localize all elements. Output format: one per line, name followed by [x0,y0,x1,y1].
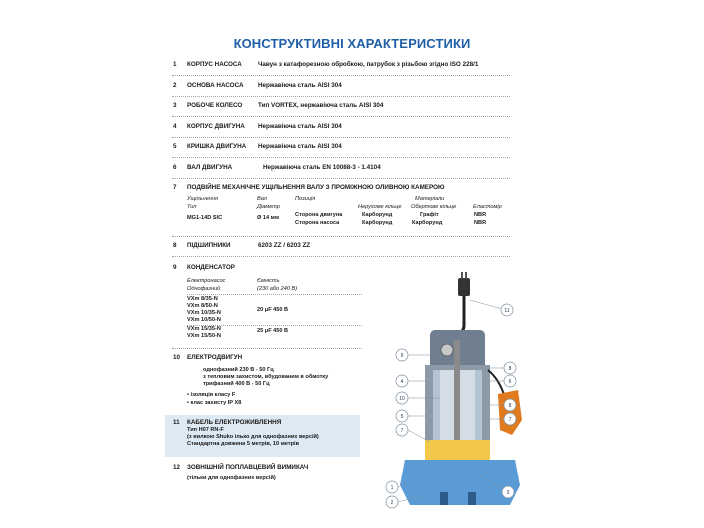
seal-fixed-2: Карборунд [362,220,393,226]
model-2: VXm 8/50-N [187,303,218,309]
callout-11-text: 11 [504,308,510,314]
float-line-1: (тільки для однофазних версій) [187,475,276,481]
callout-2-text: 2 [390,500,394,506]
divider [172,75,510,76]
row-value: Тип VORTEX, нержавіюча сталь AISI 304 [258,102,384,109]
model-4: VXm 10/50-N [187,317,221,323]
divider [172,236,510,237]
divider [172,256,510,257]
col-header-single-phase: Однофазний [187,286,221,292]
col-header-pump: Електронасос [187,278,226,284]
pump-body [400,460,520,505]
motor-bullet-2: • клас захисту IP X8 [187,400,242,406]
seal-position-1: Сторона двигуна [295,212,343,218]
row-value: Нержавіюча сталь AISI 304 [258,82,342,89]
row-number: 3 [173,102,177,109]
model-3: VXm 10/35-N [187,310,221,316]
row-label: РОБОЧЕ КОЛЕСО [187,102,243,109]
row-number: 9 [173,264,177,271]
capacity-group-1: 20 μF 450 В [257,307,289,313]
callout-4-text: 4 [400,379,404,385]
capacity-group-2: 25 μF 450 В [257,328,289,334]
motor-line-1: однофазний 230 В - 50 Гц [203,367,274,373]
row-value: Чавун з катафорезною обробкою, патрубок з різьбою згідно ISO 228/1 [258,61,479,68]
divider [172,157,510,158]
row-number: 10 [173,354,181,361]
col-header-elastomer: Еластомір [473,204,502,210]
row-number: 1 [173,61,177,68]
row-label: КРИШКА ДВИГУНА [187,143,247,150]
row-number: 6 [173,164,177,171]
callout-8-bottom-text: 8 [508,403,512,409]
row-number: 5 [173,143,177,150]
row-label: КОРПУС НАСОСА [187,61,242,68]
row-label: ОСНОВА НАСОСА [187,82,244,89]
row-label: КОРПУС ДВИГУНА [187,123,245,130]
inlet-arrow-right [468,492,476,505]
cable-line-2: (з вилкою Shuko ілько для однофазних версій) [187,434,319,440]
col-header-voltage: (230 або 240 В) [257,286,298,292]
cable-line-3: Стандартна довжина 5 метрів, 10 метрів [187,441,300,447]
row-label: ПОДВІЙНЕ МЕХАНІЧНЕ УЩІЛЬНЕННЯ ВАЛУ З ПРОМІЖНОЮ ОЛИВНОЮ КАМЕРОЮ [187,184,445,191]
row-value: 6203 ZZ / 6203 ZZ [258,242,311,249]
callout-8-top-text: 8 [508,366,512,372]
inlet-arrow-left [440,492,448,505]
col-header-type: Тип [187,204,197,210]
row-label: КАБЕЛЬ ЕЛЕКТРОЖИВЛЕННЯ [187,419,282,426]
col-header-shaft: Вал [257,196,267,202]
callout-3-text: 3 [506,490,510,496]
row-number: 12 [173,464,181,471]
row-label: ПІДШИПНИКИ [187,242,231,249]
divider [172,96,510,97]
seal-elastomer-1: NBR [474,212,487,218]
callout-7-left-text: 7 [400,428,404,434]
seal-rotating-2: Карборунд [412,220,443,226]
seal-diameter: Ø 14 мм [257,215,279,221]
col-header-seal: Ущільнення [187,196,218,202]
oil-chamber [425,440,490,462]
row-label: ВАЛ ДВИГУНА [187,164,233,171]
spec-row-7 [165,184,520,234]
seal-elastomer-2: NBR [474,220,487,226]
callout-10-text: 10 [399,396,405,402]
row-label: ЕЛЕКТРОДВИГУН [187,354,243,361]
model-5: VXm 15/35-N [187,326,221,332]
row-value: Нержавіюча сталь AISI 304 [258,143,342,150]
motor-line-2: з тепловим захистом, вбудованим в обмотку [203,374,329,380]
row-label: КОНДЕНСАТОР [187,264,235,271]
callout-1-text: 1 [390,485,394,491]
pump-cutaway-diagram [380,270,540,515]
power-plug-icon [458,272,470,296]
col-header-position: Позиція [295,196,316,202]
divider [172,137,510,138]
seal-fixed-1: Карборунд [362,212,393,218]
divider [187,294,362,295]
col-header-materials: Матеріали [415,196,445,202]
row-number: 2 [173,82,177,89]
page-title: КОНСТРУКТИВНІ ХАРАКТЕРИСТИКИ [233,36,471,51]
row-value: Нержавіюча сталь AISI 304 [258,123,342,130]
row-number: 7 [173,184,177,191]
seal-position-2: Сторона насоса [295,220,340,226]
callout-6-text: 6 [508,379,512,385]
motor-line-3: трифазний 400 В - 50 Гц [203,381,270,387]
col-header-rotating-ring: Обертове кільце [411,204,457,210]
cable-line-1: Тип H07 RN-F [187,427,224,433]
float-switch [498,390,522,435]
callout-9-text: 9 [400,353,404,359]
divider [172,348,362,349]
row-number: 8 [173,242,177,249]
motor-bullet-1: • ізоляція класу F [187,392,236,398]
row-number: 11 [173,419,180,426]
model-6: VXm 15/50-N [187,333,221,339]
row-number: 4 [173,123,177,130]
col-header-diameter: Діаметр [257,204,280,210]
callout-5-text: 5 [400,414,404,420]
model-1: VXm 8/35-N [187,296,218,302]
seal-rotating-1: Графіт [420,212,439,218]
seal-type: MG1-14D SIC [187,215,223,221]
col-header-fixed-ring: Нерухоме кільце [358,204,402,210]
row-value: Нержавіюча сталь EN 10088-3 - 1.4104 [263,164,381,171]
divider [172,116,510,117]
col-header-capacity: Ємність [257,278,280,284]
divider [172,178,510,179]
row-label: ЗОВНІШНІЙ ПОПЛАВЦЕВИЙ ВИМИКАЧ [187,464,309,471]
callout-7-right-text: 7 [508,417,512,423]
